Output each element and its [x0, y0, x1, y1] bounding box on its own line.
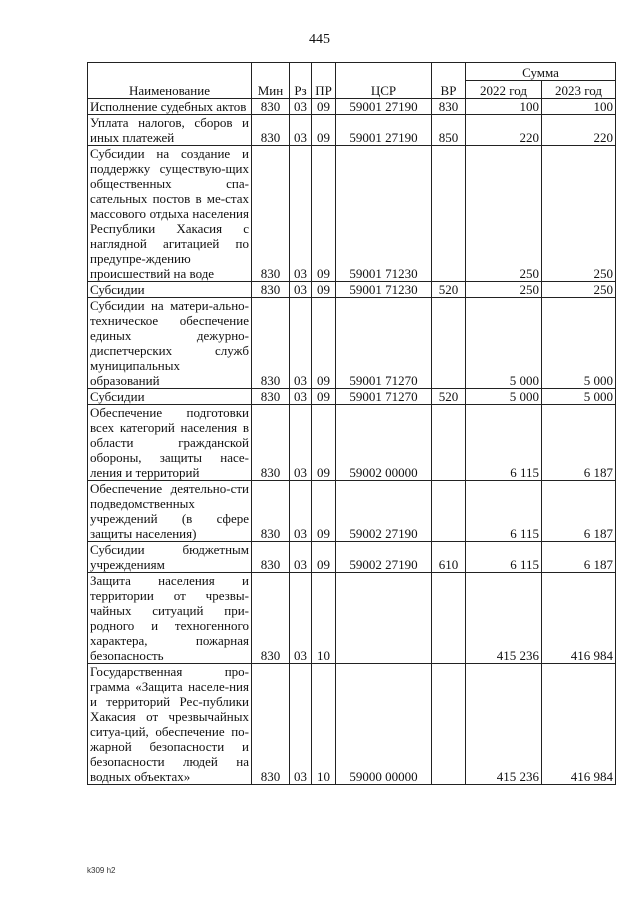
cell-csr: 59001 71270	[336, 389, 432, 405]
table-row	[88, 298, 616, 389]
table-row	[88, 405, 616, 481]
header-rz: Рз	[290, 63, 312, 99]
cell-y2023: 6 187	[542, 481, 616, 542]
cell-csr: 59001 27190	[336, 99, 432, 115]
cell-csr: 59001 71230	[336, 146, 432, 282]
cell-y2022: 6 115	[466, 405, 542, 481]
cell-vr	[432, 664, 466, 785]
cell-y2023: 5 000	[542, 389, 616, 405]
cell-y2023: 220	[542, 115, 616, 146]
cell-min: 830	[252, 298, 290, 389]
cell-pr: 09	[312, 405, 336, 481]
cell-y2023: 6 187	[542, 542, 616, 573]
cell-y2022: 250	[466, 282, 542, 298]
footer-code: k309 h2	[87, 866, 116, 875]
cell-rz: 03	[290, 405, 312, 481]
cell-y2023: 416 984	[542, 573, 616, 664]
cell-y2023: 6 187	[542, 405, 616, 481]
cell-rz: 03	[290, 542, 312, 573]
header-vr: ВР	[432, 63, 466, 99]
cell-name: Субсидии	[88, 389, 252, 405]
cell-pr: 09	[312, 115, 336, 146]
header-sum: Сумма	[466, 63, 616, 81]
cell-y2022: 250	[466, 146, 542, 282]
cell-csr: 59001 71270	[336, 298, 432, 389]
header-2023: 2023 год	[542, 81, 616, 99]
cell-rz: 03	[290, 664, 312, 785]
cell-rz: 03	[290, 573, 312, 664]
cell-y2023: 100	[542, 99, 616, 115]
cell-min: 830	[252, 99, 290, 115]
cell-vr: 830	[432, 99, 466, 115]
cell-vr: 610	[432, 542, 466, 573]
cell-y2022: 415 236	[466, 573, 542, 664]
cell-name: Защита населения и территории от чрезвы-чайных ситуаций при-родного и техногенного характера, пожарная безопасность	[88, 573, 252, 664]
cell-name: Исполнение судебных актов	[88, 99, 252, 115]
cell-rz: 03	[290, 481, 312, 542]
cell-name: Субсидии на матери-ально-техническое обеспечение единых дежурно-диспетчерских служб муниципальных образований	[88, 298, 252, 389]
cell-name: Обеспечение подготовки всех категорий населения в области гражданской обороны, защиты насе-ления и территорий	[88, 405, 252, 481]
cell-vr: 520	[432, 389, 466, 405]
cell-rz: 03	[290, 389, 312, 405]
cell-rz: 03	[290, 115, 312, 146]
cell-pr: 09	[312, 389, 336, 405]
cell-y2023: 250	[542, 146, 616, 282]
cell-min: 830	[252, 481, 290, 542]
cell-y2022: 415 236	[466, 664, 542, 785]
cell-vr: 850	[432, 115, 466, 146]
cell-min: 830	[252, 146, 290, 282]
cell-y2022: 6 115	[466, 542, 542, 573]
table-row	[88, 573, 616, 664]
header-csr: ЦСР	[336, 63, 432, 99]
cell-pr: 10	[312, 664, 336, 785]
table-row	[88, 146, 616, 282]
cell-vr	[432, 298, 466, 389]
cell-min: 830	[252, 664, 290, 785]
cell-csr: 59001 71230	[336, 282, 432, 298]
cell-csr: 59002 27190	[336, 542, 432, 573]
header-pr: ПР	[312, 63, 336, 99]
cell-rz: 03	[290, 146, 312, 282]
cell-csr	[336, 573, 432, 664]
cell-y2022: 6 115	[466, 481, 542, 542]
table-row	[88, 481, 616, 542]
cell-pr: 10	[312, 573, 336, 664]
header-name: Наименование	[88, 63, 252, 99]
cell-name: Обеспечение деятельно-сти подведомственных учреждений (в сфере защиты населения)	[88, 481, 252, 542]
table-row	[88, 99, 616, 115]
header-2022: 2022 год	[466, 81, 542, 99]
cell-csr: 59002 27190	[336, 481, 432, 542]
cell-min: 830	[252, 542, 290, 573]
cell-min: 830	[252, 573, 290, 664]
cell-y2023: 416 984	[542, 664, 616, 785]
cell-rz: 03	[290, 298, 312, 389]
cell-vr	[432, 405, 466, 481]
cell-y2022: 100	[466, 99, 542, 115]
cell-csr: 59002 00000	[336, 405, 432, 481]
cell-y2023: 250	[542, 282, 616, 298]
budget-table	[87, 62, 616, 785]
cell-pr: 09	[312, 542, 336, 573]
cell-csr: 59001 27190	[336, 115, 432, 146]
cell-csr: 59000 00000	[336, 664, 432, 785]
cell-vr	[432, 481, 466, 542]
table-row	[88, 664, 616, 785]
table-row	[88, 115, 616, 146]
cell-name: Уплата налогов, сборов и иных платежей	[88, 115, 252, 146]
cell-min: 830	[252, 282, 290, 298]
cell-y2022: 5 000	[466, 389, 542, 405]
cell-y2022: 220	[466, 115, 542, 146]
cell-name: Субсидии на создание и поддержку существую-щих общественных спа-сательных постов в ме-стах массового отдыха населения Республики Хакасия с наглядной агитацией по предупре-ждению происшествий на воде	[88, 146, 252, 282]
cell-vr	[432, 146, 466, 282]
table-row	[88, 282, 616, 298]
cell-pr: 09	[312, 99, 336, 115]
cell-min: 830	[252, 389, 290, 405]
cell-pr: 09	[312, 298, 336, 389]
cell-rz: 03	[290, 99, 312, 115]
cell-vr: 520	[432, 282, 466, 298]
cell-name: Субсидии бюджетным учреждениям	[88, 542, 252, 573]
cell-pr: 09	[312, 282, 336, 298]
cell-name: Субсидии	[88, 282, 252, 298]
cell-vr	[432, 573, 466, 664]
cell-name: Государственная про-грамма «Защита населе-ния и территорий Рес-публики Хакасия от чрезвычайных ситуа-ций, обеспечение по-жарной безопасности и безопасности людей на водных объектах»	[88, 664, 252, 785]
header-min: Мин	[252, 63, 290, 99]
cell-min: 830	[252, 405, 290, 481]
cell-rz: 03	[290, 282, 312, 298]
page-number: 445	[309, 32, 330, 47]
cell-pr: 09	[312, 146, 336, 282]
table-row	[88, 542, 616, 573]
table-row	[88, 389, 616, 405]
cell-y2022: 5 000	[466, 298, 542, 389]
cell-min: 830	[252, 115, 290, 146]
cell-y2023: 5 000	[542, 298, 616, 389]
cell-pr: 09	[312, 481, 336, 542]
